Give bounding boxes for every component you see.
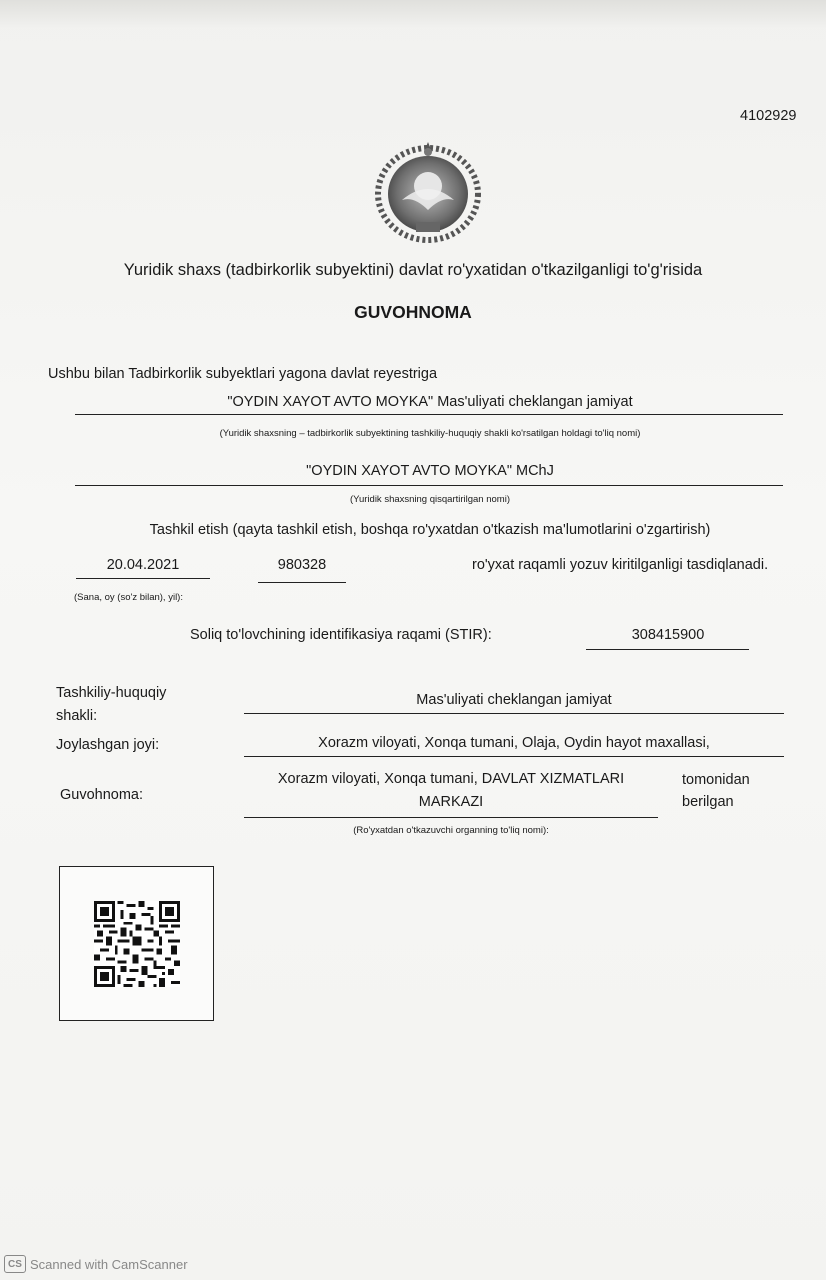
date-caption: (Sana, oy (so'z bilan), yil): bbox=[74, 592, 183, 603]
full-name-underline bbox=[75, 414, 783, 415]
location-underline bbox=[244, 756, 784, 757]
location-value: Xorazm viloyati, Xonqa tumani, Olaja, Oydin hayot maxallasi, bbox=[318, 735, 710, 751]
certificate-title: GUVOHNOMA bbox=[354, 302, 472, 322]
issuer-line-2: MARKAZI bbox=[418, 794, 484, 810]
intro-text: Ushbu bilan Tadbirkorlik subyektlari yagona davlat reyestriga bbox=[48, 366, 438, 382]
registration-date: 20.04.2021 bbox=[106, 557, 180, 573]
full-name-value: "OYDIN XAYOT AVTO MOYKA" Mas'uliyati cheklangan jamiyat bbox=[227, 394, 633, 410]
stir-label: Soliq to'lovchining identifikasiya raqami (STIR): bbox=[190, 627, 492, 643]
short-name-caption: (Yuridik shaxsning qisqartirilgan nomi) bbox=[350, 494, 510, 505]
number-underline bbox=[258, 582, 346, 583]
issuer-underline bbox=[244, 817, 658, 818]
confirmation-text: ro'yxat raqamli yozuv kiritilganligi tasdiqlanadi. bbox=[472, 557, 769, 573]
location-label: Joylashgan joyi: bbox=[56, 737, 160, 753]
stir-value: 308415900 bbox=[631, 627, 705, 643]
issued-suffix-1: tomonidan bbox=[682, 772, 750, 788]
date-underline bbox=[76, 578, 210, 579]
camscanner-text: Scanned with CamScanner bbox=[30, 1256, 188, 1272]
document-number: 4102929 bbox=[740, 108, 797, 124]
issuer-line-1: Xorazm viloyati, Xonqa tumani, DAVLAT XIZMATLARI bbox=[277, 771, 625, 787]
legal-form-label-1: Tashkiliy-huquqiy bbox=[56, 685, 167, 701]
legal-form-value: Mas'uliyati cheklangan jamiyat bbox=[416, 692, 612, 708]
short-name-underline bbox=[75, 485, 783, 486]
camscanner-watermark bbox=[4, 1255, 188, 1273]
legal-form-underline bbox=[244, 713, 784, 714]
issued-suffix-2: berilgan bbox=[682, 794, 734, 810]
full-name-caption: (Yuridik shaxsning – tadbirkorlik subyektining tashkiliy-huquqiy shakli ko'rsatilgan holdagi to'liq nomi) bbox=[219, 428, 641, 439]
certificate-subtitle: Yuridik shaxs (tadbirkorlik subyektini) davlat ro'yxatidan o'tkazilganligi to'g'risida bbox=[123, 261, 703, 279]
qr-code-icon[interactable] bbox=[94, 901, 180, 987]
scan-top-edge bbox=[0, 0, 826, 28]
issued-label: Guvohnoma: bbox=[60, 787, 144, 803]
registration-number: 980328 bbox=[277, 557, 327, 573]
short-name-value: "OYDIN XAYOT AVTO MOYKA" MChJ bbox=[306, 463, 554, 479]
state-emblem-icon bbox=[372, 138, 484, 244]
stir-underline bbox=[586, 649, 749, 650]
establish-text: Tashkil etish (qayta tashkil etish, boshqa ro'yxatdan o'tkazish ma'lumotlarini o'zgartirish) bbox=[149, 522, 711, 538]
issuer-caption: (Ro'yxatdan o'tkazuvchi organning to'liq nomi): bbox=[353, 825, 549, 836]
camscanner-logo-icon: CS bbox=[4, 1255, 26, 1273]
legal-form-label-2: shakli: bbox=[56, 708, 98, 724]
qr-code-frame bbox=[59, 866, 214, 1021]
